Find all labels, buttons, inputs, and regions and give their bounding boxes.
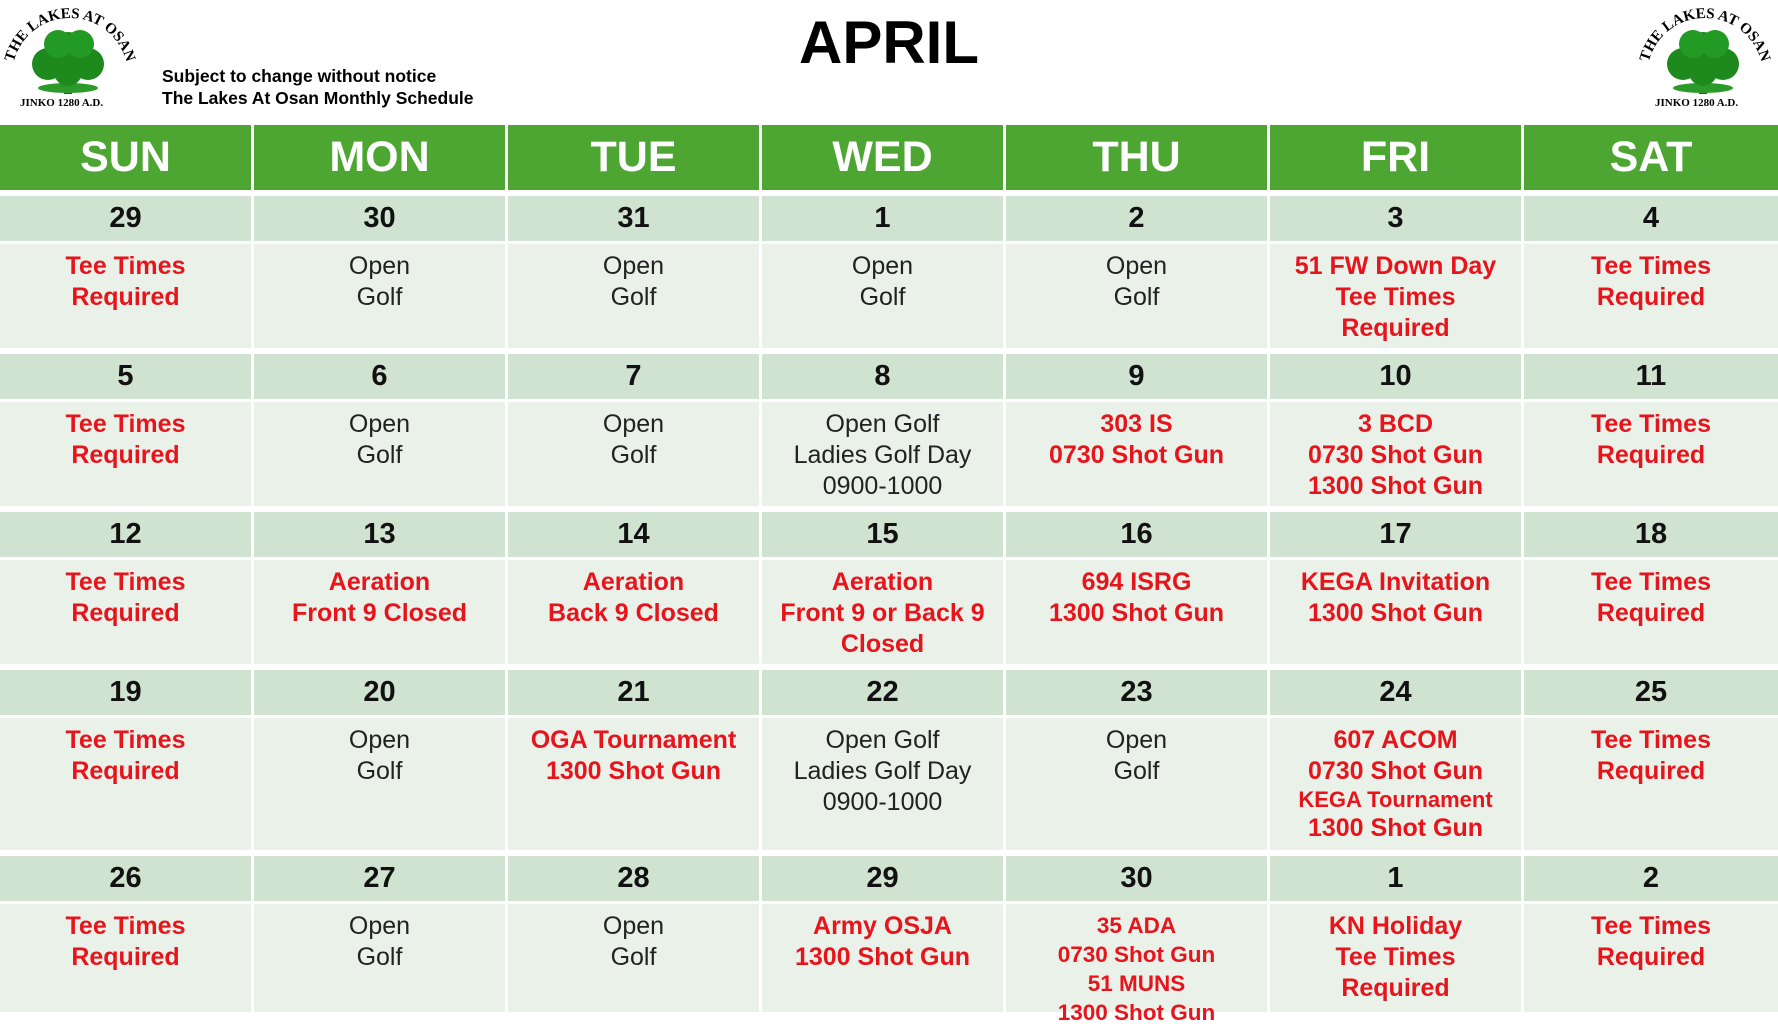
event-line: 0730 Shot Gun [1307,441,1484,469]
date-number: 6 [254,354,508,399]
event-line: Open [348,912,411,940]
event-line: Tee Times [65,410,186,438]
event-line: Golf [356,441,403,469]
day-cell [1006,904,1270,1025]
date-number: 14 [508,512,762,557]
date-number: 20 [254,670,508,715]
event-line: Required [71,441,180,469]
day-cell [1270,402,1524,506]
day-cell [762,402,1006,506]
day-cell [254,402,508,506]
event-line: 303 IS [1100,410,1173,438]
event-line: 51 MUNS [1087,971,1186,996]
events-row [0,557,1778,664]
day-cell [762,560,1006,664]
event-line: 0900-1000 [822,788,943,816]
date-number: 12 [0,512,254,557]
date-number: 22 [762,670,1006,715]
logo-caption-right: JINKO 1280 A.D. [1655,97,1739,109]
event-line: OGA Tournament [530,726,737,754]
day-cell [254,718,508,850]
event-line: Open Golf [825,410,940,438]
date-number: 29 [0,196,254,241]
date-number: 3 [1270,196,1524,241]
weekday-header-sun: SUN [0,125,254,190]
logo-caption: JINKO 1280 A.D. [20,97,104,109]
event-line: Required [1596,599,1706,627]
event-line: Required [1596,441,1706,469]
week-row [0,348,1778,506]
date-number: 25 [1524,670,1778,715]
week-row [0,664,1778,850]
date-number: 8 [762,354,1006,399]
events-row [0,399,1778,506]
event-line: Front 9 or Back 9 [780,599,985,627]
date-number: 2 [1006,196,1270,241]
day-cell [0,718,254,850]
event-line: Required [1341,974,1450,1002]
event-line: Open [851,252,914,280]
event-line: Tee Times [1591,912,1711,940]
date-number: 16 [1006,512,1270,557]
event-line: Golf [610,283,657,311]
event-line: Tee Times [65,568,186,596]
day-cell [1524,904,1778,1012]
subtitle-schedule-name: The Lakes At Osan Monthly Schedule [162,88,474,108]
event-line: 1300 Shot Gun [1057,1000,1216,1025]
date-number: 9 [1006,354,1270,399]
day-cell [762,244,1006,348]
day-cell [1006,244,1270,348]
event-line: Required [71,757,180,785]
weekday-header-row [0,125,1778,190]
day-cell [254,904,508,1012]
event-line: KEGA Invitation [1300,568,1491,596]
event-line: Back 9 Closed [548,599,719,627]
event-line: Required [1596,283,1706,311]
date-number: 23 [1006,670,1270,715]
event-line: Required [71,599,180,627]
event-line: 0730 Shot Gun [1307,757,1484,785]
weekday-header-sat: SAT [1524,125,1778,190]
week-row [0,506,1778,664]
event-line: Army OSJA [813,912,952,940]
event-line: Open [1105,252,1168,280]
day-cell [1270,560,1524,664]
date-number: 30 [1006,856,1270,901]
day-cell [0,402,254,506]
day-cell [1524,718,1778,850]
event-line: Tee Times [65,252,186,280]
event-line: Closed [840,630,925,658]
event-line: Tee Times [1335,283,1456,311]
day-cell [508,402,762,506]
events-row [0,715,1778,850]
event-line: 1300 Shot Gun [1307,814,1484,842]
event-line: Open [602,252,665,280]
event-line: Open [348,252,411,280]
event-line: KEGA Tournament [1298,787,1493,812]
event-line: Required [1341,314,1450,342]
event-line: 607 ACOM [1333,726,1458,754]
day-cell [1006,402,1270,506]
day-cell [1006,718,1270,850]
day-cell [762,904,1006,1012]
event-line: Open [602,410,665,438]
event-line: Aeration [328,568,431,596]
weekday-header-thu: THU [1006,125,1270,190]
event-line: 3 BCD [1357,410,1433,438]
date-number: 7 [508,354,762,399]
event-line: 1300 Shot Gun [545,757,722,785]
date-number: 1 [762,196,1006,241]
event-line: Golf [610,441,657,469]
event-line: Required [71,943,180,971]
event-line: 0900-1000 [822,472,943,500]
date-row [0,506,1778,557]
event-line: 35 ADA [1096,913,1177,938]
event-line: Tee Times [1591,410,1711,438]
weekday-header-fri: FRI [1270,125,1524,190]
day-cell [1524,244,1778,348]
event-line: Tee Times [1591,568,1711,596]
date-number: 18 [1524,512,1778,557]
day-cell [254,560,508,664]
event-line: 1300 Shot Gun [1307,599,1484,627]
event-line: Aeration [831,568,934,596]
event-line: Golf [356,283,403,311]
day-cell [508,718,762,850]
date-number: 10 [1270,354,1524,399]
event-line: Open Golf [825,726,940,754]
weekday-header-tue: TUE [508,125,762,190]
week-row [0,850,1778,1025]
event-line: Tee Times [65,912,186,940]
day-cell [0,904,254,1012]
event-line: 694 ISRG [1081,568,1192,596]
event-line: Golf [1113,283,1160,311]
event-line: Golf [356,757,403,785]
date-number: 21 [508,670,762,715]
event-line: Golf [1113,757,1160,785]
date-number: 11 [1524,354,1778,399]
date-number: 27 [254,856,508,901]
event-line: Open [348,726,411,754]
event-line: Tee Times [1591,726,1711,754]
calendar-grid [0,125,1778,1025]
month-title: APRIL [799,9,979,76]
event-line: Tee Times [1591,252,1711,280]
day-cell [0,244,254,348]
day-cell [508,244,762,348]
event-line: Golf [610,943,657,971]
weekday-header-wed: WED [762,125,1006,190]
date-number: 4 [1524,196,1778,241]
date-row [0,190,1778,241]
date-number: 15 [762,512,1006,557]
event-line: Open [1105,726,1168,754]
day-cell [1524,560,1778,664]
event-line: Aeration [582,568,685,596]
day-cell [1524,402,1778,506]
date-row [0,850,1778,901]
event-line: Tee Times [65,726,186,754]
event-line: 1300 Shot Gun [794,943,971,971]
event-line: Required [1596,757,1706,785]
event-line: Open [348,410,411,438]
weekday-header-mon: MON [254,125,508,190]
date-number: 28 [508,856,762,901]
event-line: Required [1596,943,1706,971]
event-line: Required [71,283,180,311]
event-line: Open [602,912,665,940]
events-row [0,241,1778,348]
event-line: 0730 Shot Gun [1048,441,1225,469]
date-row [0,348,1778,399]
event-line: Ladies Golf Day [793,757,972,785]
date-number: 31 [508,196,762,241]
event-line: Front 9 Closed [291,599,467,627]
svg-text:THE LAKES AT OSAN: THE LAKES AT OSAN [2,6,138,64]
day-cell [508,904,762,1012]
date-number: 29 [762,856,1006,901]
date-row [0,664,1778,715]
date-number: 5 [0,354,254,399]
event-line: 0730 Shot Gun [1057,942,1216,967]
event-line: 51 FW Down Day [1294,252,1497,280]
day-cell [1270,718,1524,850]
day-cell [1006,560,1270,664]
event-line: Golf [356,943,403,971]
date-number: 1 [1270,856,1524,901]
date-number: 13 [254,512,508,557]
day-cell [508,560,762,664]
date-number: 2 [1524,856,1778,901]
event-line: 1300 Shot Gun [1307,472,1484,500]
date-number: 26 [0,856,254,901]
svg-text:THE LAKES AT OSAN: THE LAKES AT OSAN [1637,6,1773,64]
event-line: KN Holiday [1328,912,1463,940]
day-cell [254,244,508,348]
event-line: Golf [859,283,906,311]
date-number: 24 [1270,670,1524,715]
date-number: 19 [0,670,254,715]
event-line: Tee Times [1335,943,1456,971]
events-row [0,901,1778,1025]
date-number: 17 [1270,512,1524,557]
day-cell [762,718,1006,850]
day-cell [0,560,254,664]
day-cell [1270,244,1524,348]
week-row [0,190,1778,348]
date-number: 30 [254,196,508,241]
event-line: Ladies Golf Day [793,441,972,469]
subtitle-notice: Subject to change without notice [162,66,437,86]
day-cell [1270,904,1524,1012]
event-line: 1300 Shot Gun [1048,599,1225,627]
